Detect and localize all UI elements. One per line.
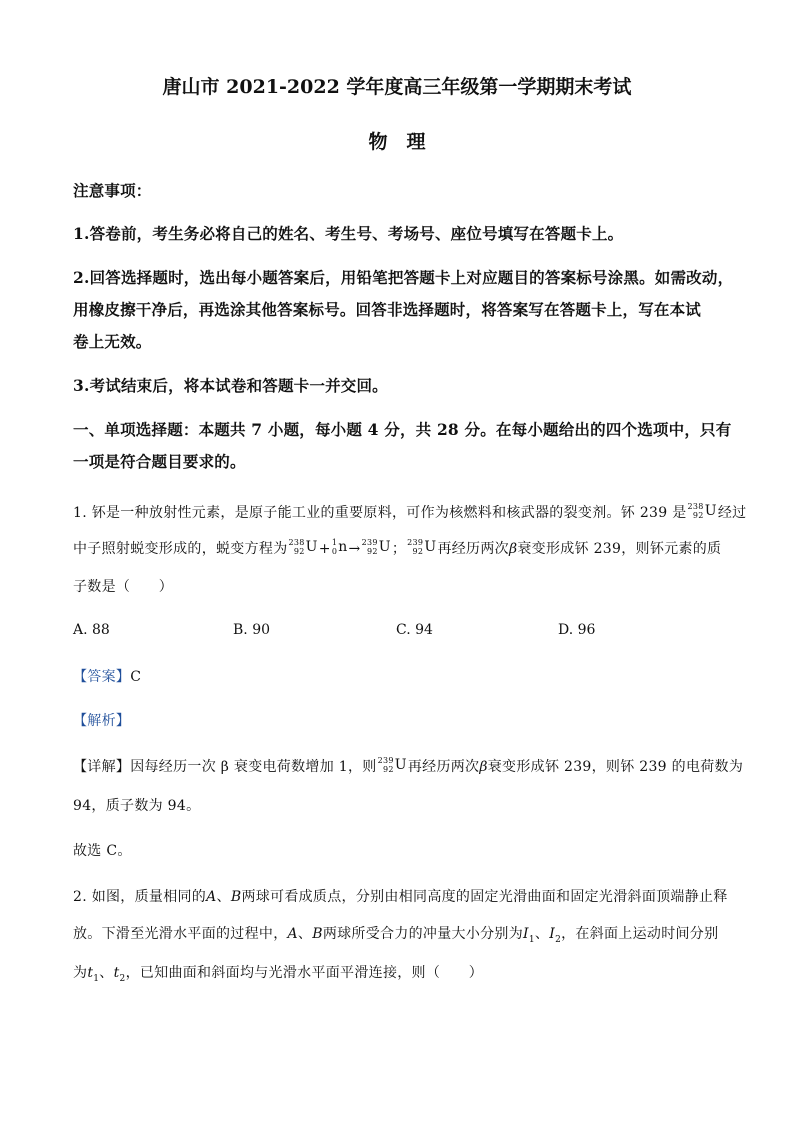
- answer-value: C: [130, 669, 142, 685]
- q1-text: 1. 钚是一种放射性元素，是原子能工业的重要原料，可作为核燃料和核武器的裂变剂。钚 239 是: [73, 505, 687, 521]
- notice-2-line1: 2.回答选择题时，选出每小题答案后，用铅笔把答题卡上对应题目的答案标号涂黑。如需改动，: [73, 268, 734, 287]
- notice-heading: 注意事项：: [73, 181, 152, 200]
- equation-u239: 239 92 U: [361, 538, 391, 556]
- q2-line3: 为$t_1$、$t_2$，已知曲面和斜面均与光滑水平面平滑连接，则（ ）: [73, 965, 484, 984]
- notice-1: 1.答卷前，考生务必将自己的姓名、考生号、考场号、座位号填写在答题卡上。: [73, 224, 624, 243]
- section-heading-line2: 一项是符合题目要求的。: [73, 452, 246, 471]
- option-b[interactable]: B. 90: [233, 622, 271, 638]
- q1-line1: 1. 钚是一种放射性元素，是原子能工业的重要原料，可作为核燃料和核武器的裂变剂。钚 239 是 238 92 U经过: [73, 502, 746, 524]
- option-c[interactable]: C. 94: [396, 622, 433, 638]
- detail-line1: 【详解】因每经历一次 β 衰变电荷数增加 1，则 239 92 U再经历两次β衰变形成钚 239，则钚 239 的电荷数为: [73, 756, 743, 778]
- notice-3: 3.考试结束后，将本试卷和答题卡一并交回。: [73, 376, 388, 395]
- answer-line: [73, 666, 141, 686]
- arrow-icon: →: [348, 541, 361, 557]
- nuclide-u238: 238 92 U: [687, 502, 717, 520]
- conclusion: 故选 C。: [73, 843, 132, 859]
- q2-line2: 放。下滑至光滑水平面的过程中，A、B两球所受合力的冲量大小分别为$I_1$、$I_2$，在斜面上运动时间分别: [73, 926, 719, 945]
- option-d[interactable]: D. 96: [558, 622, 596, 638]
- q1-line2: 中子照射蜕变形成的，蜕变方程为 238 92 U+ 1 0 n→ 239 92 U； 239 92 U再经历两次β衰变形成钚 239，则钚元素的质: [73, 538, 721, 560]
- q2-line1: 2. 如图，质量相同的A、B两球可看成质点，分别由相同高度的固定光滑曲面和固定光滑斜面顶端静止释: [73, 889, 728, 905]
- analysis-label: 【解析】: [73, 713, 131, 729]
- notice-2-line3: 卷上无效。: [73, 332, 152, 351]
- detail-nuclide-u239: 239 92 U: [377, 756, 407, 774]
- notice-2-line2: 用橡皮擦干净后，再选涂其他答案标号。回答非选择题时，将答案写在答题卡上，写在本试: [73, 300, 702, 319]
- exam-title: 唐山市 2021-2022 学年度高三年级第一学期期末考试: [162, 76, 632, 98]
- option-a[interactable]: A. 88: [73, 622, 110, 638]
- nuclide-u239: 239 92 U: [407, 538, 437, 556]
- equation-neutron: 1 0 n: [331, 538, 348, 556]
- equation-u238: 238 92 U: [288, 538, 318, 556]
- subject-title: 物 理: [368, 131, 426, 153]
- answer-label: 【答案】: [73, 669, 131, 685]
- section-heading-line1: 一、单项选择题：本题共 7 小题，每小题 4 分，共 28 分。在每小题给出的四个选项中，只有: [73, 420, 732, 439]
- q1-line3: 子数是（ ）: [73, 579, 174, 595]
- detail-line2: 94，质子数为 94。: [73, 798, 201, 814]
